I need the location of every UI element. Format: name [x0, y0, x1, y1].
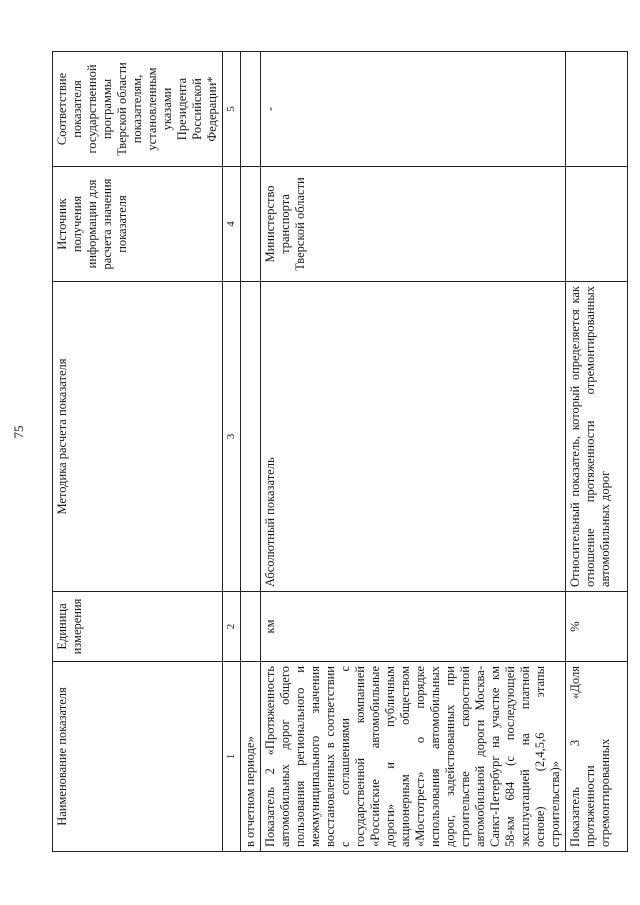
row-name: в отчетном периоде»: [241, 662, 261, 852]
header-source: Источник получения информации для расчета значения показателя: [53, 167, 223, 282]
table-row: [566, 52, 628, 852]
row-method: Абсолютный показатель: [261, 282, 566, 592]
row-source: Министерство транспорта Тверской области: [261, 167, 566, 282]
column-number: 5: [223, 52, 241, 167]
page-number: 75: [11, 425, 26, 439]
table-row: [261, 52, 566, 852]
column-number-row: [223, 52, 241, 852]
row-source: [241, 167, 261, 282]
row-unit: км: [261, 592, 566, 662]
header-name: Наименование показателя: [53, 662, 223, 852]
rotated-table-wrapper: [52, 52, 613, 852]
header-unit: Единица измерения: [53, 592, 223, 662]
row-compliance: [241, 52, 261, 167]
row-unit: [241, 592, 261, 662]
row-method: [241, 282, 261, 592]
row-name: Показатель 3 «Доля протяженности отремонтированных: [566, 662, 628, 852]
row-compliance: -: [261, 52, 566, 167]
column-number: 2: [223, 592, 241, 662]
row-method: Относительный показатель, который определяется как отношение протяженности отремонтированных автомобильных дорог: [566, 282, 628, 592]
row-source: [566, 167, 628, 282]
table-row: [241, 52, 261, 852]
header-method: Методика расчета показателя: [53, 282, 223, 592]
indicators-table: [52, 51, 628, 852]
row-name: Показатель 2 «Протяженность автомобильных дорог общего пользования регионального и межмуниципального значения восстановленных в соответствии с соглашениями с государственной компанией «Российские автомобильные дороги» и публичным акционерным обществом «Мостотрест» о порядке использования автомобильных дорог, задействованных при строительстве скоростной автомобильной дороги Москва-Санкт-Петербург на участке км 58-км 684 (с последующей эксплуатацией на платной основе) (2,4,5,6 этапы строительства)»: [261, 662, 566, 852]
header-compliance: Соответствие показателя государственной программы Тверской области показателям, установленным указами Президента Российской Федерации*: [53, 52, 223, 167]
column-number: 1: [223, 662, 241, 852]
header-row: [53, 52, 223, 852]
column-number: 4: [223, 167, 241, 282]
column-number: 3: [223, 282, 241, 592]
row-compliance: [566, 52, 628, 167]
row-unit: %: [566, 592, 628, 662]
